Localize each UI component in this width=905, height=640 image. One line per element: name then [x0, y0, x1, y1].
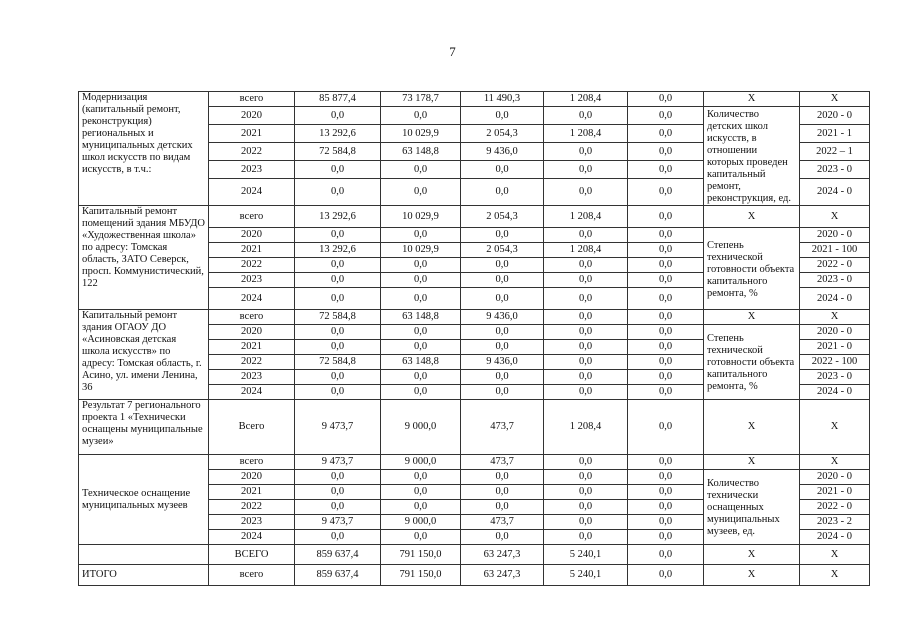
- value-cell: 11 490,3: [461, 92, 544, 107]
- value-cell: 0,0: [295, 385, 381, 400]
- value-cell: 2 054,3: [461, 125, 544, 143]
- value-cell: 1 208,4: [544, 243, 628, 258]
- value-cell: 0,0: [544, 107, 628, 125]
- value-cell: 73 178,7: [381, 92, 461, 107]
- value-cell: 0,0: [381, 500, 461, 515]
- value-cell: 63 247,3: [461, 565, 544, 586]
- indicator-cell: Х: [704, 310, 800, 325]
- value-cell: 0,0: [544, 258, 628, 273]
- value-cell: 0,0: [544, 515, 628, 530]
- value-cell: 0,0: [628, 161, 704, 179]
- value-cell: 0,0: [381, 273, 461, 288]
- value-cell: 0,0: [461, 340, 544, 355]
- value-cell: 0,0: [544, 161, 628, 179]
- target-cell: 2022 - 0: [800, 258, 870, 273]
- row-name: Капитальный ремонт здания ОГАОУ ДО «Асиновская детская школа искусств» по адресу: Томская область, г. Асино, ул. имени Ленина, 36: [79, 310, 209, 400]
- value-cell: 1 208,4: [544, 125, 628, 143]
- value-cell: 85 877,4: [295, 92, 381, 107]
- value-cell: 0,0: [461, 500, 544, 515]
- value-cell: 0,0: [628, 470, 704, 485]
- value-cell: 9 436,0: [461, 310, 544, 325]
- value-cell: 0,0: [544, 310, 628, 325]
- value-cell: 63 148,8: [381, 143, 461, 161]
- value-cell: 0,0: [544, 288, 628, 310]
- value-cell: 0,0: [544, 530, 628, 545]
- value-cell: 63 148,8: [381, 310, 461, 325]
- period-cell: 2024: [209, 179, 295, 206]
- value-cell: 0,0: [628, 400, 704, 455]
- value-cell: 72 584,8: [295, 355, 381, 370]
- value-cell: 0,0: [628, 273, 704, 288]
- value-cell: 0,0: [544, 385, 628, 400]
- target-cell: 2024 - 0: [800, 385, 870, 400]
- value-cell: 0,0: [628, 288, 704, 310]
- value-cell: 791 150,0: [381, 565, 461, 586]
- target-cell: 2020 - 0: [800, 325, 870, 340]
- row-name: Результат 7 регионального проекта 1 «Технически оснащены муниципальные музеи»: [79, 400, 209, 455]
- value-cell: 0,0: [628, 310, 704, 325]
- period-cell: 2020: [209, 470, 295, 485]
- value-cell: 0,0: [628, 565, 704, 586]
- value-cell: 0,0: [544, 273, 628, 288]
- period-cell: всего: [209, 455, 295, 470]
- indicator-cell: Х: [704, 400, 800, 455]
- target-cell: 2020 - 0: [800, 470, 870, 485]
- value-cell: 5 240,1: [544, 545, 628, 565]
- value-cell: 0,0: [381, 288, 461, 310]
- indicator-cell: Х: [704, 455, 800, 470]
- indicator-description: Степень технической готовности объекта капитального ремонта, %: [704, 325, 800, 400]
- value-cell: 9 473,7: [295, 400, 381, 455]
- value-cell: 0,0: [544, 340, 628, 355]
- period-cell: 2021: [209, 485, 295, 500]
- row-name: Техническое оснащение муниципальных музеев: [79, 455, 209, 545]
- table-row: [79, 565, 870, 586]
- value-cell: 0,0: [461, 179, 544, 206]
- value-cell: 0,0: [381, 385, 461, 400]
- period-cell: 2020: [209, 228, 295, 243]
- target-cell: Х: [800, 565, 870, 586]
- indicator-description: Количество детских школ искусств, в отношении которых проведен капитальный ремонт, реконструкция, ед.: [704, 107, 800, 206]
- value-cell: 1 208,4: [544, 400, 628, 455]
- value-cell: 0,0: [381, 370, 461, 385]
- value-cell: 0,0: [295, 530, 381, 545]
- indicator-description: Степень технической готовности объекта капитального ремонта, %: [704, 228, 800, 310]
- period-cell: всего: [209, 92, 295, 107]
- value-cell: 473,7: [461, 515, 544, 530]
- period-cell: 2022: [209, 355, 295, 370]
- value-cell: 0,0: [381, 228, 461, 243]
- value-cell: 0,0: [628, 530, 704, 545]
- target-cell: Х: [800, 400, 870, 455]
- value-cell: 0,0: [628, 206, 704, 228]
- target-cell: 2022 - 0: [800, 500, 870, 515]
- period-cell: ВСЕГО: [209, 545, 295, 565]
- value-cell: 0,0: [628, 179, 704, 206]
- period-cell: 2022: [209, 143, 295, 161]
- target-cell: Х: [800, 206, 870, 228]
- value-cell: 0,0: [295, 340, 381, 355]
- period-cell: 2022: [209, 258, 295, 273]
- value-cell: 0,0: [544, 485, 628, 500]
- target-cell: Х: [800, 545, 870, 565]
- value-cell: 0,0: [461, 228, 544, 243]
- table-row: [79, 545, 870, 565]
- value-cell: 5 240,1: [544, 565, 628, 586]
- period-cell: всего: [209, 310, 295, 325]
- table-row: [79, 455, 870, 470]
- value-cell: 0,0: [628, 515, 704, 530]
- value-cell: 0,0: [461, 325, 544, 340]
- value-cell: 0,0: [381, 470, 461, 485]
- target-cell: 2024 - 0: [800, 530, 870, 545]
- value-cell: 0,0: [381, 161, 461, 179]
- value-cell: 0,0: [461, 470, 544, 485]
- period-cell: Всего: [209, 400, 295, 455]
- value-cell: 859 637,4: [295, 565, 381, 586]
- period-cell: 2021: [209, 243, 295, 258]
- value-cell: 0,0: [461, 107, 544, 125]
- target-cell: 2023 - 0: [800, 161, 870, 179]
- indicator-cell: Х: [704, 206, 800, 228]
- value-cell: 10 029,9: [381, 243, 461, 258]
- value-cell: 0,0: [628, 92, 704, 107]
- value-cell: 0,0: [461, 385, 544, 400]
- value-cell: 473,7: [461, 455, 544, 470]
- value-cell: 0,0: [295, 107, 381, 125]
- value-cell: 0,0: [461, 161, 544, 179]
- value-cell: 0,0: [381, 325, 461, 340]
- value-cell: 9 473,7: [295, 515, 381, 530]
- value-cell: 0,0: [295, 273, 381, 288]
- value-cell: 0,0: [628, 370, 704, 385]
- value-cell: 0,0: [381, 179, 461, 206]
- target-cell: 2024 - 0: [800, 179, 870, 206]
- row-name: [79, 545, 209, 565]
- table-row: [79, 310, 870, 325]
- value-cell: 0,0: [381, 107, 461, 125]
- value-cell: 0,0: [628, 340, 704, 355]
- value-cell: 0,0: [628, 355, 704, 370]
- value-cell: 0,0: [381, 485, 461, 500]
- value-cell: 0,0: [381, 530, 461, 545]
- value-cell: 0,0: [628, 125, 704, 143]
- budget-table: [78, 91, 870, 586]
- target-cell: 2021 - 0: [800, 340, 870, 355]
- value-cell: 9 000,0: [381, 400, 461, 455]
- value-cell: 0,0: [544, 455, 628, 470]
- table-row: [79, 206, 870, 228]
- value-cell: 13 292,6: [295, 243, 381, 258]
- value-cell: 9 473,7: [295, 455, 381, 470]
- value-cell: 0,0: [295, 161, 381, 179]
- period-cell: 2024: [209, 288, 295, 310]
- value-cell: 10 029,9: [381, 125, 461, 143]
- period-cell: 2020: [209, 325, 295, 340]
- target-cell: 2021 - 1: [800, 125, 870, 143]
- value-cell: 0,0: [628, 385, 704, 400]
- target-cell: 2024 - 0: [800, 288, 870, 310]
- value-cell: 0,0: [295, 258, 381, 273]
- table-row: [79, 92, 870, 107]
- value-cell: 13 292,6: [295, 206, 381, 228]
- indicator-cell: Х: [704, 545, 800, 565]
- period-cell: 2024: [209, 385, 295, 400]
- indicator-cell: Х: [704, 92, 800, 107]
- row-name: ИТОГО: [79, 565, 209, 586]
- value-cell: 859 637,4: [295, 545, 381, 565]
- value-cell: 0,0: [544, 500, 628, 515]
- value-cell: 0,0: [295, 485, 381, 500]
- period-cell: 2023: [209, 161, 295, 179]
- period-cell: 2022: [209, 500, 295, 515]
- value-cell: 63 148,8: [381, 355, 461, 370]
- value-cell: 0,0: [628, 485, 704, 500]
- value-cell: 0,0: [295, 179, 381, 206]
- target-cell: 2022 – 1: [800, 143, 870, 161]
- value-cell: 0,0: [544, 355, 628, 370]
- value-cell: 1 208,4: [544, 92, 628, 107]
- target-cell: 2023 - 2: [800, 515, 870, 530]
- target-cell: 2021 - 0: [800, 485, 870, 500]
- target-cell: 2022 - 100: [800, 355, 870, 370]
- target-cell: 2023 - 0: [800, 273, 870, 288]
- value-cell: 9 000,0: [381, 515, 461, 530]
- period-cell: всего: [209, 565, 295, 586]
- target-cell: Х: [800, 92, 870, 107]
- value-cell: 0,0: [628, 228, 704, 243]
- target-cell: 2021 - 100: [800, 243, 870, 258]
- target-cell: Х: [800, 455, 870, 470]
- value-cell: 2 054,3: [461, 243, 544, 258]
- value-cell: 9 000,0: [381, 455, 461, 470]
- value-cell: 0,0: [544, 470, 628, 485]
- value-cell: 0,0: [628, 545, 704, 565]
- value-cell: 0,0: [461, 370, 544, 385]
- period-cell: 2021: [209, 125, 295, 143]
- value-cell: 0,0: [544, 228, 628, 243]
- value-cell: 1 208,4: [544, 206, 628, 228]
- indicator-cell: Х: [704, 565, 800, 586]
- row-name: Капитальный ремонт помещений здания МБУДО «Художественная школа» по адресу: Томская область, ЗАТО Северск, просп. Коммунистический, 122: [79, 206, 209, 310]
- value-cell: 2 054,3: [461, 206, 544, 228]
- value-cell: 0,0: [461, 485, 544, 500]
- value-cell: 0,0: [461, 530, 544, 545]
- value-cell: 0,0: [461, 258, 544, 273]
- value-cell: 0,0: [628, 143, 704, 161]
- value-cell: 9 436,0: [461, 143, 544, 161]
- period-cell: всего: [209, 206, 295, 228]
- period-cell: 2021: [209, 340, 295, 355]
- value-cell: 0,0: [381, 258, 461, 273]
- value-cell: 0,0: [295, 288, 381, 310]
- indicator-description: Количество технически оснащенных муниципальных музеев, ед.: [704, 470, 800, 545]
- value-cell: 0,0: [295, 470, 381, 485]
- period-cell: 2023: [209, 515, 295, 530]
- value-cell: 0,0: [628, 258, 704, 273]
- period-cell: 2020: [209, 107, 295, 125]
- value-cell: 0,0: [628, 107, 704, 125]
- value-cell: 0,0: [295, 370, 381, 385]
- value-cell: 0,0: [628, 243, 704, 258]
- value-cell: 0,0: [544, 325, 628, 340]
- value-cell: 0,0: [628, 500, 704, 515]
- value-cell: 0,0: [544, 370, 628, 385]
- value-cell: 13 292,6: [295, 125, 381, 143]
- value-cell: 0,0: [461, 288, 544, 310]
- period-cell: 2023: [209, 370, 295, 385]
- row-name: Модернизация (капитальный ремонт, реконструкция) региональных и муниципальных детских школ искусств по видам искусств, в т.ч.:: [79, 92, 209, 206]
- value-cell: 0,0: [628, 325, 704, 340]
- target-cell: 2020 - 0: [800, 228, 870, 243]
- value-cell: 791 150,0: [381, 545, 461, 565]
- value-cell: 0,0: [295, 325, 381, 340]
- value-cell: 0,0: [628, 455, 704, 470]
- table-body: [79, 92, 870, 586]
- value-cell: 9 436,0: [461, 355, 544, 370]
- value-cell: 0,0: [544, 143, 628, 161]
- target-cell: 2020 - 0: [800, 107, 870, 125]
- value-cell: 72 584,8: [295, 310, 381, 325]
- value-cell: 63 247,3: [461, 545, 544, 565]
- value-cell: 10 029,9: [381, 206, 461, 228]
- table-row: [79, 400, 870, 455]
- target-cell: 2023 - 0: [800, 370, 870, 385]
- period-cell: 2024: [209, 530, 295, 545]
- target-cell: Х: [800, 310, 870, 325]
- period-cell: 2023: [209, 273, 295, 288]
- value-cell: 72 584,8: [295, 143, 381, 161]
- value-cell: 0,0: [295, 500, 381, 515]
- value-cell: 473,7: [461, 400, 544, 455]
- value-cell: 0,0: [544, 179, 628, 206]
- value-cell: 0,0: [381, 340, 461, 355]
- value-cell: 0,0: [295, 228, 381, 243]
- value-cell: 0,0: [461, 273, 544, 288]
- page-number: 7: [449, 44, 456, 59]
